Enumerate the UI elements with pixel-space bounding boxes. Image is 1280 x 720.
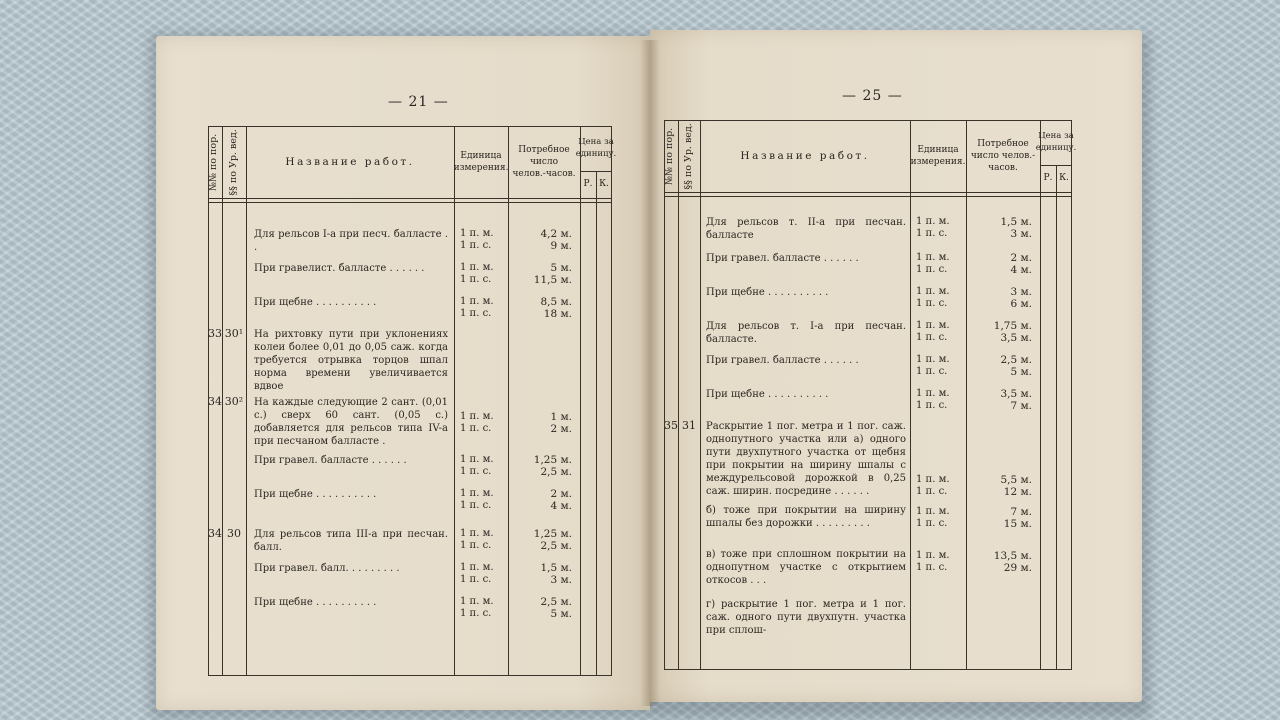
- row-value-2: 4 м.: [1010, 264, 1032, 276]
- row-unit-1: 1 п. м.: [916, 252, 950, 263]
- col-divider: [966, 120, 967, 670]
- header-divider: [208, 202, 612, 203]
- row-value-1: 3 м.: [1010, 286, 1032, 298]
- row-unit-1: 1 п. м.: [460, 228, 494, 239]
- row-unit-2: 1 п. с.: [460, 608, 492, 619]
- row-description: Для рельсов т. II-а при песчан. балласте: [706, 217, 906, 241]
- col-unit-header: Единица измерения.: [453, 150, 509, 173]
- row-value-2: 2,5 м.: [540, 540, 572, 552]
- row-unit-1: 1 п. м.: [916, 550, 950, 561]
- col-name-header: Название работ.: [740, 149, 870, 162]
- row-value-1: 1,5 м.: [1000, 216, 1032, 228]
- row-description: При гравел. балласте . . . . . .: [706, 253, 859, 264]
- row-value-2: 7 м.: [1010, 400, 1032, 412]
- col-divider: [910, 120, 911, 670]
- row-description: При гравел. балласте . . . . . .: [254, 455, 407, 466]
- row-value-2: 3 м.: [1010, 228, 1032, 240]
- row-value-1: 4,2 м.: [540, 228, 572, 240]
- right-table: [664, 120, 1077, 670]
- col-divider: [454, 126, 455, 676]
- row-description: При гравелист. балласте . . . . . .: [254, 263, 425, 274]
- col-divider: [508, 126, 509, 676]
- right-page: [650, 30, 1142, 702]
- row-unit-1: 1 п. м.: [916, 286, 950, 297]
- row-number: 34: [208, 395, 222, 408]
- row-paragraph: 30¹: [224, 327, 244, 340]
- left-page-number: — 21 —: [388, 94, 449, 110]
- row-unit-2: 1 п. с.: [460, 274, 492, 285]
- row-value-2: 5 м.: [1010, 366, 1032, 378]
- row-unit-1: 1 п. м.: [916, 320, 950, 331]
- row-value-1: 2,5 м.: [1000, 354, 1032, 366]
- col-divider: [700, 120, 701, 670]
- left-page: [156, 36, 650, 710]
- row-value-1: 1,25 м.: [533, 454, 572, 466]
- row-value-2: 2 м.: [550, 423, 572, 435]
- row-unit-2: 1 п. с.: [916, 332, 948, 343]
- row-value-1: 2 м.: [550, 488, 572, 500]
- row-value-1: 8,5 м.: [540, 296, 572, 308]
- col-no-header: №№ по пор.: [664, 127, 676, 185]
- row-description: г) раскрытие 1 пог. метра и 1 пог. саж. одного пути двухпутн. участка при сплош-: [706, 599, 906, 636]
- row-unit-1: 1 п. м.: [460, 562, 494, 573]
- col-need-header: Потребное число челов.-часов.: [970, 138, 1036, 174]
- row-value-2: 3,5 м.: [1000, 332, 1032, 344]
- row-value-1: 1,75 м.: [993, 320, 1032, 332]
- row-unit-1: 1 п. м.: [460, 411, 494, 422]
- row-description: Для рельсов т. I-а при песчан. балласте.: [706, 321, 906, 345]
- row-description: При щебне . . . . . . . . . .: [706, 287, 829, 298]
- row-description: При гравел. балл. . . . . . . . .: [254, 563, 400, 574]
- row-description: в) тоже при сплошном покрытии на однопутном участке с открытием откосов . . .: [706, 549, 906, 586]
- row-description: При гравел. балласте . . . . . .: [706, 355, 859, 366]
- col-par-header: §§ по Ур. вед.: [682, 122, 694, 190]
- row-value-1: 3,5 м.: [1000, 388, 1032, 400]
- row-description: При щебне . . . . . . . . . .: [254, 597, 377, 608]
- col-divider: [1056, 165, 1057, 670]
- col-divider: [596, 171, 597, 676]
- col-unit-header: Единица измерения.: [910, 144, 966, 167]
- row-unit-1: 1 п. м.: [916, 354, 950, 365]
- row-value-1: 5,5 м.: [1000, 474, 1032, 486]
- col-no-header: №№ по пор.: [208, 133, 220, 191]
- row-value-2: 15 м.: [1003, 518, 1032, 530]
- col-divider: [246, 126, 247, 676]
- row-value-2: 29 м.: [1003, 562, 1032, 574]
- row-number: 33: [208, 327, 222, 340]
- row-value-1: 1 м.: [550, 411, 572, 423]
- row-number: 35: [664, 419, 678, 432]
- row-unit-1: 1 п. м.: [460, 528, 494, 539]
- row-unit-1: 1 п. м.: [460, 296, 494, 307]
- col-k-header: К.: [1059, 173, 1069, 184]
- col-name-header: Название работ.: [285, 155, 415, 168]
- row-value-1: 2 м.: [1010, 252, 1032, 264]
- row-unit-1: 1 п. м.: [916, 506, 950, 517]
- col-par-header: §§ по Ур. вед.: [227, 128, 239, 196]
- row-description: Для рельсов типа III-а при песчан. балл.: [254, 529, 448, 553]
- header-divider: [208, 198, 612, 199]
- row-unit-2: 1 п. с.: [916, 264, 948, 275]
- col-r-header: Р.: [1043, 173, 1053, 184]
- row-unit-1: 1 п. м.: [916, 216, 950, 227]
- row-unit-1: 1 п. м.: [460, 596, 494, 607]
- row-description: При щебне . . . . . . . . . .: [254, 489, 377, 500]
- row-value-1: 1,5 м.: [540, 562, 572, 574]
- row-unit-2: 1 п. с.: [916, 518, 948, 529]
- row-description: При щебне . . . . . . . . . .: [706, 389, 829, 400]
- row-unit-2: 1 п. с.: [460, 574, 492, 585]
- row-unit-1: 1 п. м.: [460, 262, 494, 273]
- row-paragraph: 30: [227, 527, 241, 540]
- row-paragraph: 31: [682, 419, 696, 432]
- book-gutter: [640, 40, 660, 706]
- header-divider: [664, 192, 1072, 193]
- row-unit-1: 1 п. м.: [460, 454, 494, 465]
- row-value-1: 7 м.: [1010, 506, 1032, 518]
- col-k-header: К.: [599, 179, 609, 190]
- row-number: 34: [208, 527, 222, 540]
- row-value-2: 3 м.: [550, 574, 572, 586]
- row-unit-2: 1 п. с.: [916, 400, 948, 411]
- row-unit-2: 1 п. с.: [916, 486, 948, 497]
- col-r-header: Р.: [583, 179, 593, 190]
- row-unit-2: 1 п. с.: [460, 466, 492, 477]
- row-unit-1: 1 п. м.: [460, 488, 494, 499]
- row-value-2: 2,5 м.: [540, 466, 572, 478]
- left-table: [208, 126, 617, 676]
- row-description: Для рельсов I-а при песч. балласте . .: [254, 229, 448, 253]
- row-value-1: 1,25 м.: [533, 528, 572, 540]
- row-unit-1: 1 п. м.: [916, 388, 950, 399]
- row-value-1: 5 м.: [550, 262, 572, 274]
- col-price-header: Цена за единицу.: [1035, 131, 1077, 153]
- row-unit-2: 1 п. с.: [460, 308, 492, 319]
- right-page-number: — 25 —: [842, 88, 903, 104]
- row-unit-2: 1 п. с.: [460, 423, 492, 434]
- row-description: При щебне . . . . . . . . . .: [254, 297, 377, 308]
- row-value-1: 2,5 м.: [540, 596, 572, 608]
- row-value-2: 11,5 м.: [533, 274, 572, 286]
- row-paragraph: 30²: [224, 395, 244, 408]
- row-unit-2: 1 п. с.: [460, 500, 492, 511]
- row-unit-2: 1 п. с.: [916, 298, 948, 309]
- col-price-header: Цена за единицу.: [575, 137, 617, 159]
- col-divider: [1040, 120, 1041, 670]
- row-description: б) тоже при покрытии на ширину шпалы без дорожки . . . . . . . . .: [706, 505, 906, 529]
- header-divider: [664, 196, 1072, 197]
- row-value-2: 5 м.: [550, 608, 572, 620]
- row-value-2: 12 м.: [1003, 486, 1032, 498]
- col-need-header: Потребное число челов.-часов.: [512, 144, 576, 180]
- row-description: Раскрытие 1 пог. метра и 1 пог. саж. однопутного участка или а) одного пути двухпутного участка от щебня при покрытии на ширину шпалы с междурельсовой дорожкой в 0,25 саж. ширин. посредине . . . . . .: [706, 421, 906, 497]
- row-unit-2: 1 п. с.: [916, 228, 948, 239]
- row-description: На каждые следующие 2 сант. (0,01 с.) сверх 60 сант. (0,05 с.) добавляется для рельсов типа IV-а при песчаном балласте .: [254, 397, 448, 447]
- row-value-2: 6 м.: [1010, 298, 1032, 310]
- col-divider: [678, 120, 679, 670]
- row-unit-2: 1 п. с.: [916, 366, 948, 377]
- row-description: На рихтовку пути при уклонениях колеи более 0,01 до 0,05 саж. когда требуется отрывка торцов шпал норма времени увеличивается вдвое: [254, 329, 448, 392]
- row-value-1: 13,5 м.: [993, 550, 1032, 562]
- row-unit-2: 1 п. с.: [460, 240, 492, 251]
- row-value-2: 4 м.: [550, 500, 572, 512]
- row-unit-1: 1 п. м.: [916, 474, 950, 485]
- row-unit-2: 1 п. с.: [460, 540, 492, 551]
- row-value-2: 18 м.: [543, 308, 572, 320]
- col-divider: [580, 126, 581, 676]
- row-unit-2: 1 п. с.: [916, 562, 948, 573]
- row-value-2: 9 м.: [550, 240, 572, 252]
